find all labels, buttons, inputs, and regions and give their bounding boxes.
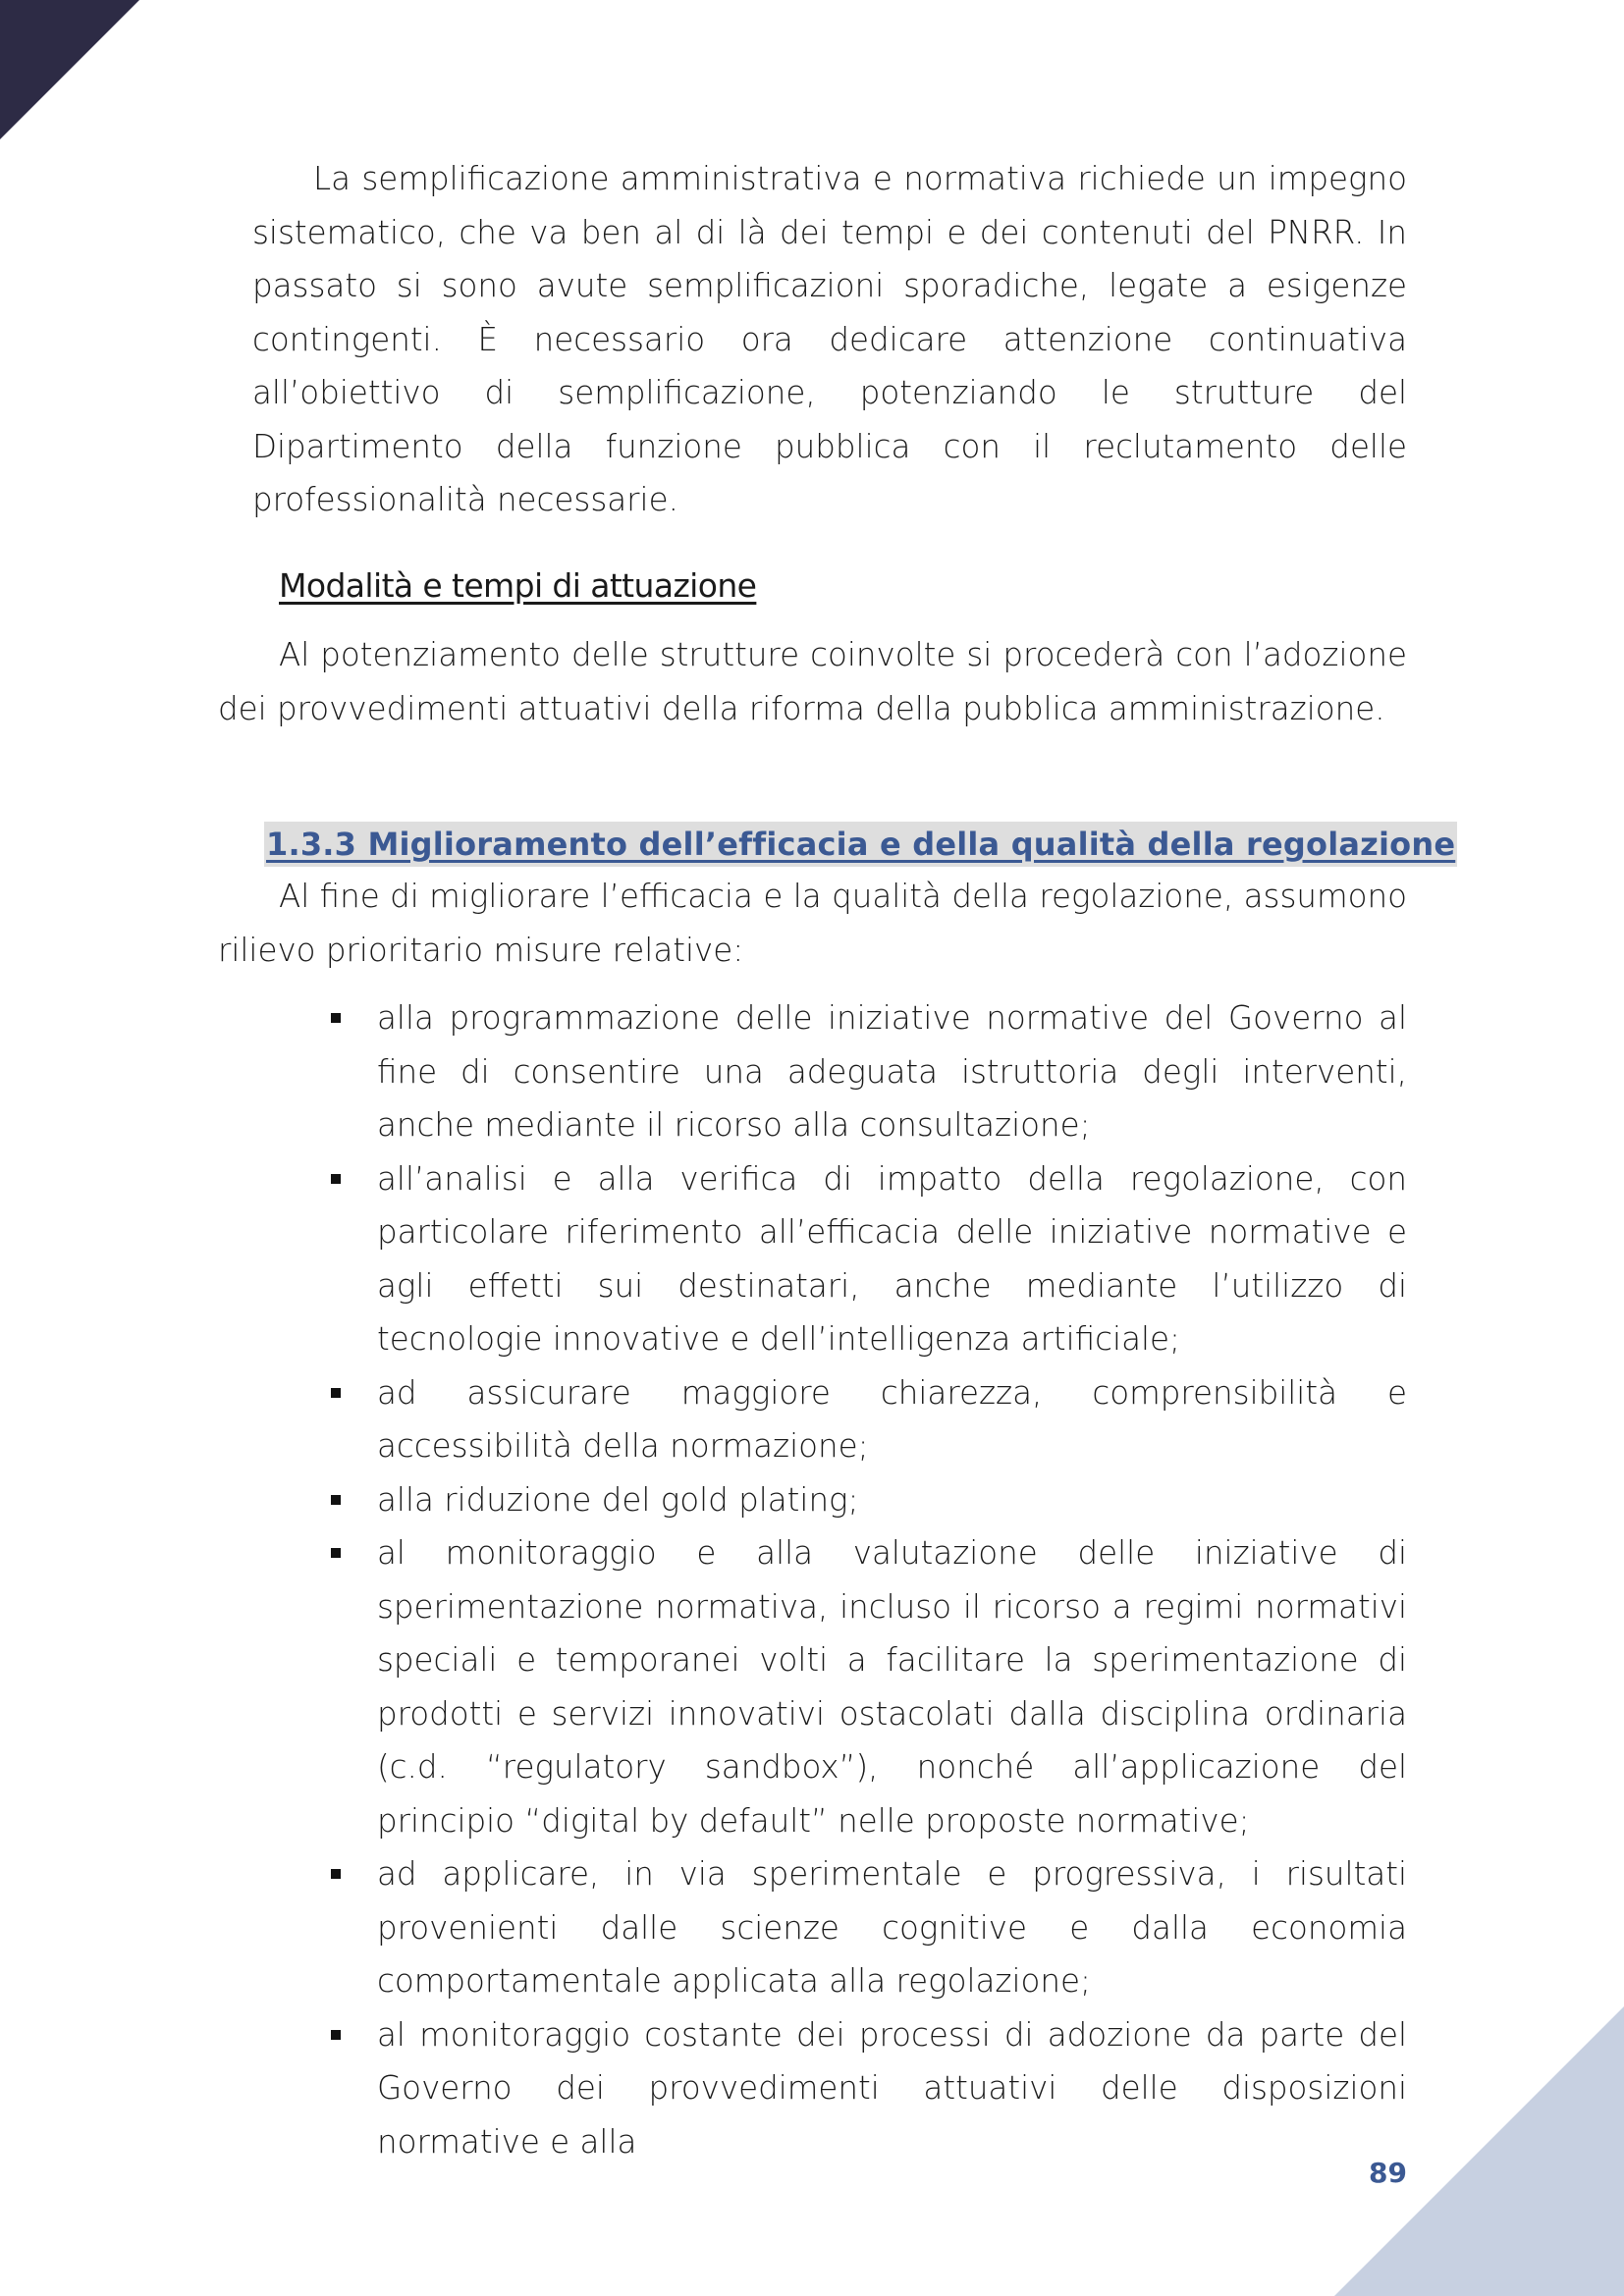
measures-list <box>377 991 1407 2168</box>
square-bullet-icon <box>331 1869 341 1879</box>
list-item-text: alla riduzione del gold plating; <box>377 1480 859 1519</box>
page-number: 89 <box>1369 2157 1407 2189</box>
list-item-text: al monitoraggio costante dei processi di adozione da parte del Governo dei provvedimenti attuativi delle disposizioni normative e alla <box>377 2015 1407 2161</box>
list-item-text: ad applicare, in via sperimentale e progressiva, i risultati provenienti dalle scienze cognitive e dalla economia comportamentale applicata alla regolazione; <box>377 1855 1407 2000</box>
list-item <box>377 991 1407 1152</box>
list-item <box>377 1152 1407 1366</box>
corner-decoration-top <box>0 0 139 139</box>
list-item <box>377 1847 1407 2008</box>
square-bullet-icon <box>331 1013 341 1023</box>
list-item-text: all’analisi e alla verifica di impatto della regolazione, con particolare riferimento all’efficacia delle iniziative normative e agli effetti sui destinatari, anche mediante l’utilizzo di tecnologie innovative e dell’intelligenza artificiale; <box>377 1159 1407 1358</box>
list-item-text: al monitoraggio e alla valutazione delle iniziative di sperimentazione normativa, incluso il ricorso a regimi normativi speciali e temporanei volti a facilitare la sperimentazione di prodotti e servizi innovativi ostacolati dalla disciplina ordinaria (c.d. “regulatory sandbox”), nonché all’applicazione del principio “digital by default” nelle proposte normative; <box>377 1534 1407 1840</box>
section-title: 1.3.3 Miglioramento dell’efficacia e della qualità della regolazione <box>264 822 1457 867</box>
list-item <box>377 1366 1407 1473</box>
paragraph-intro-misure: Al fine di migliorare l’efficacia e la qualità della regolazione, assumono rilievo prioritario misure relative: <box>218 878 1407 969</box>
square-bullet-icon <box>331 1548 341 1558</box>
list-item <box>377 2008 1407 2169</box>
square-bullet-icon <box>331 2030 341 2040</box>
list-item <box>377 1473 1407 1527</box>
list-item-text: ad assicurare maggiore chiarezza, comprensibilità e accessibilità della normazione; <box>377 1373 1407 1465</box>
list-item <box>377 1526 1407 1847</box>
paragraph-potenziamento: Al potenziamento delle strutture coinvolte si procederà con l’adozione dei provvedimenti attuativi della riforma della pubblica amministrazione. <box>218 636 1407 727</box>
square-bullet-icon <box>331 1174 341 1184</box>
paragraph-semplificazione: La semplificazione amministrativa e normativa richiede un impegno sistematico, che va ben al di là dei tempi e dei contenuti del PNRR. In passato si sono avute semplificazioni sporadiche, legate a esigenze contingenti. È necessario ora dedicare attenzione continuativa all’obiettivo di semplificazione, potenziando le strutture del Dipartimento della funzione pubblica con il reclutamento delle professionalità necessarie. <box>252 160 1407 518</box>
square-bullet-icon <box>331 1388 341 1398</box>
list-item-text: alla programmazione delle iniziative normative del Governo al fine di consentire una adeguata istruttoria degli interventi, anche mediante il ricorso alla consultazione; <box>377 999 1407 1144</box>
subheading-modalita: Modalità e tempi di attuazione <box>279 566 757 605</box>
square-bullet-icon <box>331 1495 341 1505</box>
